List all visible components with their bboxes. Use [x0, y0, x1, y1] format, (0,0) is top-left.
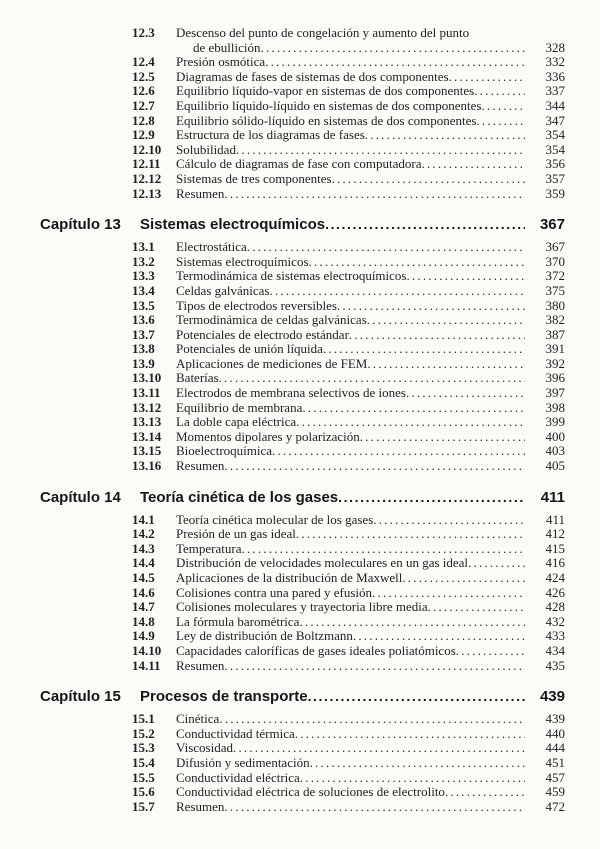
entry-title: Temperatura — [176, 540, 242, 556]
entry-number: 13.15 — [132, 443, 162, 459]
entry-page-number: 337 — [545, 83, 565, 99]
leader-dots — [445, 785, 525, 800]
entry-title: Teoría cinética molecular de los gases — [176, 511, 374, 527]
entry-number: 13.16 — [132, 458, 162, 474]
entry-number: 15.2 — [132, 725, 155, 741]
chapter-heading — [40, 488, 565, 507]
entry-page-number: 433 — [545, 628, 565, 644]
entry-title: Presión osmótica — [176, 54, 266, 70]
entry-title: Resumen — [176, 458, 225, 474]
entry-number: 13.2 — [132, 253, 155, 269]
toc-entry — [132, 157, 565, 172]
toc-entry — [132, 513, 565, 528]
entry-number: 13.14 — [132, 428, 162, 444]
entry-page-number: 344 — [545, 97, 565, 113]
toc-entry — [132, 659, 565, 674]
entry-title: Colisiones contra una pared y efusión — [176, 584, 373, 600]
entry-title: Descenso del punto de congelación y aumento del punto — [176, 25, 470, 40]
entry-number: 14.9 — [132, 628, 155, 644]
leader-dots — [372, 586, 525, 601]
leader-dots — [323, 342, 525, 357]
leader-dots — [456, 644, 525, 659]
toc-entry — [132, 187, 565, 202]
leader-dots — [272, 444, 525, 459]
chapter-title: Sistemas electroquímicos — [140, 216, 326, 234]
entry-title: Potenciales de electrodo estándar — [176, 326, 349, 342]
entry-page-number: 444 — [545, 740, 565, 756]
entry-title: La doble capa eléctrica — [176, 414, 297, 430]
toc-entry — [132, 240, 565, 255]
entry-title: Distribución de velocidades moleculares en un gas ideal — [176, 555, 469, 571]
chapter-label: Capítulo 14 — [40, 488, 121, 506]
entry-page-number: 354 — [545, 127, 565, 143]
leader-dots — [474, 84, 525, 99]
leader-dots — [300, 771, 525, 786]
leader-dots — [296, 527, 525, 542]
entry-number: 13.5 — [132, 297, 155, 313]
entry-page-number: 416 — [545, 555, 565, 571]
entry-title: Termodinámica de sistemas electroquímicos — [176, 268, 407, 284]
entry-page-number: 457 — [545, 769, 565, 785]
toc-entry — [132, 444, 565, 459]
entry-number: 13.13 — [132, 414, 162, 430]
toc-entry — [132, 284, 565, 299]
chapter-heading — [40, 687, 565, 706]
toc-entry — [132, 600, 565, 615]
entry-number: 12.12 — [132, 170, 162, 186]
leader-dots — [309, 255, 525, 270]
toc-entry — [132, 84, 565, 99]
toc-entry — [132, 771, 565, 786]
toc-entry — [132, 255, 565, 270]
leader-dots — [481, 99, 525, 114]
entry-title: Cálculo de diagramas de fase con computadora — [176, 156, 422, 172]
toc-entry — [132, 556, 565, 571]
entry-page-number: 435 — [545, 657, 565, 673]
leader-dots — [224, 800, 525, 815]
entry-number: 14.11 — [132, 657, 161, 673]
entry-title: Conductividad eléctrica de soluciones de electrolito — [176, 784, 445, 800]
leader-dots — [353, 629, 525, 644]
leader-dots — [365, 128, 525, 143]
toc-entry — [132, 299, 565, 314]
chapter-page-number: 439 — [539, 688, 565, 706]
leader-dots — [332, 172, 525, 187]
toc-entry — [132, 756, 565, 771]
toc-entry — [132, 357, 565, 372]
entry-title: Momentos dipolares y polarización — [176, 428, 360, 444]
toc-entry — [132, 128, 565, 143]
entry-number: 14.7 — [132, 599, 155, 615]
leader-dots — [407, 269, 526, 284]
chapter-label: Capítulo 13 — [40, 216, 121, 234]
entry-page-number: 411 — [545, 511, 565, 527]
leader-dots — [295, 727, 525, 742]
toc-entry — [132, 26, 565, 41]
entry-page-number: 392 — [545, 355, 565, 371]
entry-title: Capacidades caloríficas de gases ideales poliatómicos — [176, 642, 456, 658]
entry-page-number: 398 — [545, 399, 565, 415]
entry-number: 12.5 — [132, 68, 155, 84]
leader-dots — [265, 55, 525, 70]
entry-title: Aplicaciones de la distribución de Maxwell — [176, 570, 403, 585]
chapter-page-number: 367 — [539, 216, 565, 234]
leader-dots — [296, 415, 525, 430]
entry-number: 15.3 — [132, 740, 155, 756]
entry-title: Electrostática — [176, 239, 247, 255]
entry-title: Equilibrio de membrana — [176, 399, 303, 415]
entry-page-number: 354 — [545, 141, 565, 157]
entry-number: 12.6 — [132, 83, 155, 99]
entry-title: Sistemas de tres componentes — [176, 170, 332, 186]
leader-dots — [468, 556, 525, 571]
entry-page-number: 372 — [545, 268, 565, 284]
entry-page-number: 336 — [545, 68, 565, 84]
entry-number: 15.1 — [132, 711, 155, 727]
entry-page-number: 391 — [545, 341, 565, 357]
leader-dots — [373, 513, 525, 528]
leader-dots — [299, 615, 525, 630]
entry-number: 15.6 — [132, 784, 155, 800]
toc-entry — [132, 143, 565, 158]
toc-entry — [132, 114, 565, 129]
leader-dots — [310, 756, 525, 771]
chapter-title: Teoría cinética de los gases — [140, 488, 339, 506]
entry-page-number: 400 — [545, 428, 565, 444]
entry-page-number: 359 — [545, 185, 565, 201]
leader-dots — [337, 299, 525, 314]
entry-number: 12.13 — [132, 185, 162, 201]
leader-dots — [302, 401, 525, 416]
leader-dots — [219, 371, 525, 386]
leader-dots — [360, 430, 525, 445]
entry-number: 13.12 — [132, 399, 162, 415]
entry-title: Conductividad térmica — [176, 725, 295, 741]
entry-title: Conductividad eléctrica — [176, 769, 300, 785]
entry-title: Celdas galvánicas — [176, 282, 270, 298]
entry-title: Estructura de los diagramas de fases — [176, 127, 365, 143]
leader-dots — [247, 240, 525, 255]
entry-title: Baterías — [176, 370, 219, 386]
toc-entry — [132, 644, 565, 659]
leader-dots — [242, 542, 526, 557]
entry-page-number: 328 — [545, 39, 565, 55]
entry-page-number: 387 — [545, 326, 565, 342]
leader-dots — [367, 357, 525, 372]
entry-page-number: 415 — [545, 540, 565, 556]
toc-entry — [132, 371, 565, 386]
leader-dots — [261, 41, 525, 56]
leader-dots — [236, 143, 525, 158]
entry-title: Difusión y sedimentación — [176, 754, 310, 770]
entry-page-number: 357 — [545, 170, 565, 186]
leader-dots — [349, 328, 525, 343]
entry-page-number: 428 — [545, 599, 565, 615]
entry-title: Cinética — [176, 711, 220, 727]
entry-number: 13.9 — [132, 355, 155, 371]
entry-number: 13.1 — [132, 239, 155, 255]
toc-entry — [132, 527, 565, 542]
entry-page-number: 459 — [545, 784, 565, 800]
leader-dots — [270, 284, 526, 299]
leader-dots — [428, 600, 525, 615]
entry-page-number: 405 — [545, 458, 565, 474]
entry-title: Resumen — [176, 657, 225, 673]
toc-entry — [132, 342, 565, 357]
toc-entry — [132, 571, 565, 586]
toc-entry — [132, 542, 565, 557]
entry-number: 15.5 — [132, 769, 155, 785]
toc-entry — [132, 415, 565, 430]
entry-number: 13.10 — [132, 370, 162, 386]
toc-entry-continuation — [132, 41, 565, 56]
entry-title: Presión de un gas ideal — [176, 526, 296, 542]
entry-title: Equilibrio líquido-líquido en sistemas de dos componentes — [176, 97, 482, 113]
toc-entry — [132, 269, 565, 284]
entry-page-number: 396 — [545, 370, 565, 386]
toc-entry — [132, 328, 565, 343]
entry-title: Resumen — [176, 798, 225, 814]
entry-title: Equilibrio sólido-líquido en sistemas de dos componentes — [176, 112, 477, 128]
toc-entry — [132, 70, 565, 85]
toc-entry — [132, 800, 565, 815]
entry-number: 14.5 — [132, 570, 155, 585]
leader-dots — [406, 386, 525, 401]
leader-dots — [325, 215, 525, 234]
toc-entry — [132, 401, 565, 416]
entry-number: 12.10 — [132, 141, 162, 157]
entry-page-number: 403 — [545, 443, 565, 459]
entry-title: Resumen — [176, 185, 225, 201]
leader-dots — [224, 187, 525, 202]
entry-number: 15.7 — [132, 798, 155, 814]
toc-entry — [132, 172, 565, 187]
chapter-label: Capítulo 15 — [40, 688, 121, 706]
entry-page-number: 347 — [545, 112, 565, 128]
toc-entry — [132, 586, 565, 601]
entry-number: 12.4 — [132, 54, 155, 70]
entry-number: 13.3 — [132, 268, 155, 284]
entry-page-number: 440 — [545, 725, 565, 741]
entry-title: Solubilidad — [176, 141, 236, 157]
toc-entry — [132, 313, 565, 328]
leader-dots — [338, 488, 525, 507]
entry-number: 13.7 — [132, 326, 155, 342]
entry-page-number: 434 — [545, 642, 565, 658]
entry-title: Viscosidad — [176, 740, 233, 756]
entry-title: Termodinámica de celdas galvánicas — [176, 312, 367, 328]
entry-number: 12.3 — [132, 25, 155, 40]
leader-dots — [367, 313, 525, 328]
leader-dots — [233, 741, 525, 756]
toc-entry — [132, 430, 565, 445]
entry-title-continued: de ebullición — [193, 39, 261, 55]
leader-dots — [449, 70, 525, 85]
entry-page-number: 426 — [545, 584, 565, 600]
entry-number: 12.11 — [132, 156, 161, 172]
entry-page-number: 439 — [545, 711, 565, 727]
entry-page-number: 380 — [545, 297, 565, 313]
toc-entry — [132, 712, 565, 727]
entry-number: 12.7 — [132, 97, 155, 113]
entry-number: 14.6 — [132, 584, 155, 600]
entry-page-number: 382 — [545, 312, 565, 328]
toc-entry — [132, 629, 565, 644]
entry-page-number: 397 — [545, 385, 565, 401]
entry-title: Colisiones moleculares y trayectoria libre media — [176, 599, 428, 615]
entry-page-number: 367 — [545, 239, 565, 255]
entry-number: 14.1 — [132, 511, 155, 527]
leader-dots — [219, 712, 525, 727]
entry-title: Bioelectroquímica — [176, 443, 273, 459]
leader-dots — [224, 659, 525, 674]
entry-number: 13.4 — [132, 282, 155, 298]
entry-number: 12.9 — [132, 127, 155, 143]
entry-number: 13.8 — [132, 341, 155, 357]
toc-entry — [132, 55, 565, 70]
toc-entry — [132, 386, 565, 401]
entry-number: 12.8 — [132, 112, 155, 128]
entry-page-number: 451 — [545, 754, 565, 770]
entry-number: 13.6 — [132, 312, 155, 328]
entry-page-number: 370 — [545, 253, 565, 269]
chapter-title: Procesos de transporte — [140, 688, 308, 706]
toc-entry — [132, 459, 565, 474]
entry-number: 15.4 — [132, 754, 155, 770]
entry-page-number: 332 — [545, 54, 565, 70]
entry-page-number: 424 — [545, 570, 565, 585]
entry-page-number: 375 — [545, 282, 565, 298]
entry-number: 14.8 — [132, 613, 155, 629]
entry-page-number: 356 — [545, 156, 565, 172]
entry-page-number: 472 — [545, 798, 565, 814]
chapter-heading — [40, 215, 565, 234]
entry-title: Potenciales de unión líquida — [176, 341, 323, 357]
entry-number: 13.11 — [132, 385, 161, 401]
toc-entry — [132, 727, 565, 742]
entry-number: 14.2 — [132, 526, 155, 542]
entry-page-number: 412 — [545, 526, 565, 542]
entry-page-number: 399 — [545, 414, 565, 430]
entry-page-number: 432 — [545, 613, 565, 629]
leader-dots — [308, 687, 525, 706]
entry-number: 14.4 — [132, 555, 155, 571]
entry-title: Electrodos de membrana selectivos de iones — [176, 385, 406, 401]
entry-number: 14.3 — [132, 540, 155, 556]
entry-title: Diagramas de fases de sistemas de dos componentes — [176, 68, 449, 84]
toc-entry — [132, 99, 565, 114]
entry-title: Aplicaciones de mediciones de FEM — [176, 355, 368, 371]
toc-entry — [132, 741, 565, 756]
toc-entry — [132, 615, 565, 630]
toc — [40, 26, 565, 814]
entry-title: La fórmula barométrica — [176, 613, 300, 629]
leader-dots — [476, 114, 525, 129]
leader-dots — [402, 571, 525, 586]
entry-title: Sistemas electroquímicos — [176, 253, 309, 269]
chapter-page-number: 411 — [540, 488, 565, 506]
toc-entry — [132, 785, 565, 800]
entry-title: Ley de distribución de Boltzmann — [176, 628, 353, 644]
entry-title: Tipos de electrodos reversibles — [176, 297, 337, 313]
leader-dots — [224, 459, 525, 474]
entry-number: 14.10 — [132, 642, 162, 658]
leader-dots — [421, 157, 525, 172]
entry-title: Equilibrio líquido-vapor en sistemas de dos componentes — [176, 83, 475, 99]
